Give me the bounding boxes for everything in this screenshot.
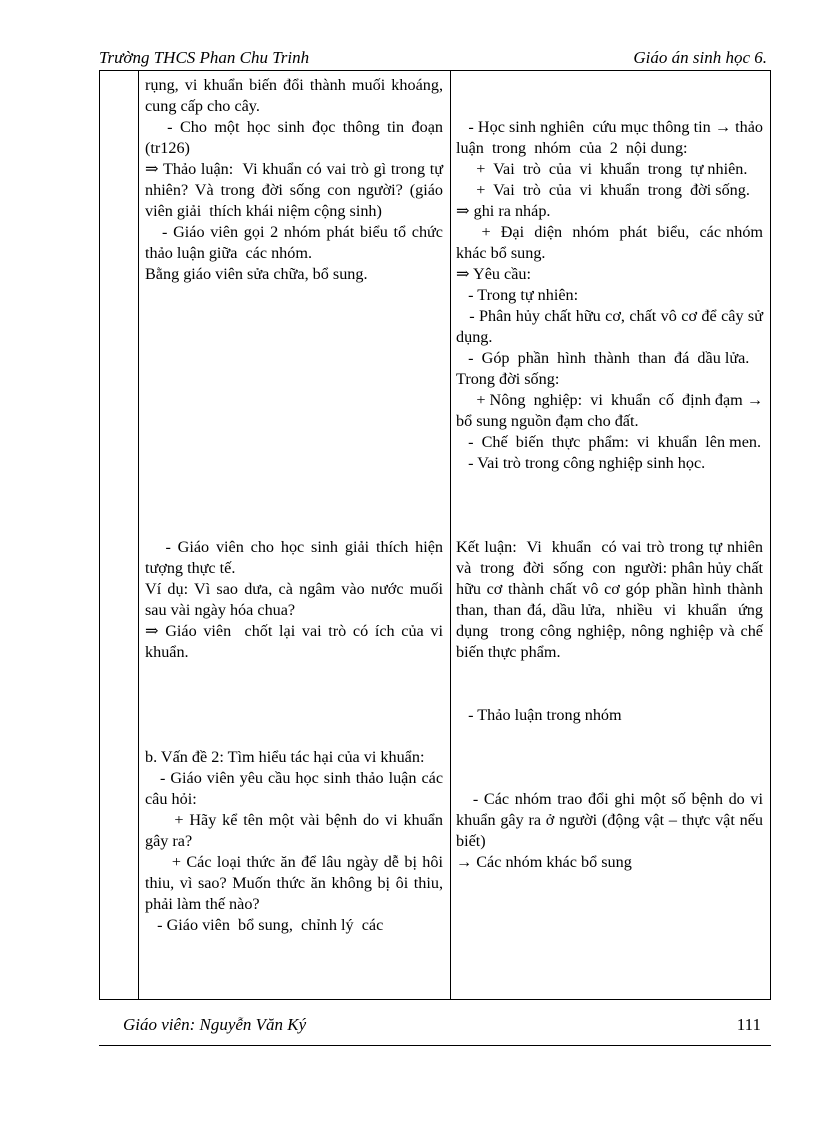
student-paragraph: + Vai trò của vi khuẩn trong đời sống. <box>456 181 750 199</box>
page-footer <box>99 1015 771 1046</box>
teacher-paragraph: + Các loại thức ăn để lâu ngày dễ bị hôi thiu, vì sao? Muốn thức ăn không bị ôi thiu, phải làm thế nào? <box>145 853 448 913</box>
student-paragraph: - Chế biến thực phẩm: vi khuẩn lên men. <box>456 433 762 451</box>
teacher-paragraph: ⇒ Giáo viên chốt lại vai trò có ích của vi khuẩn. <box>145 622 448 661</box>
teacher-paragraph: ⇒ Thảo luận: Vi khuẩn có vai trò gì trong tự nhiên? Và trong đời sống con người? (giáo viên giải thích khái niệm cộng sinh) <box>145 160 448 220</box>
school-name: Trường THCS Phan Chu Trinh <box>99 48 310 67</box>
student-paragraph: ⇒ ghi ra nháp. <box>456 202 551 220</box>
student-paragraph: + Đại diện nhóm phát biểu, các nhóm khác bổ sung. <box>456 223 768 262</box>
teacher-paragraph: - Giáo viên yêu cầu học sinh thảo luận các câu hỏi: <box>145 769 448 808</box>
student-activity-column <box>456 75 772 873</box>
student-paragraph: → Các nhóm khác bổ sung <box>456 853 632 871</box>
teacher-name: Giáo viên: Nguyễn Văn Ký <box>123 1015 307 1034</box>
teacher-activity-column <box>145 75 448 936</box>
teacher-paragraph: + Hãy kể tên một vài bệnh do vi khuẩn gây ra? <box>145 811 448 850</box>
table-border-bottom <box>99 999 771 1000</box>
table-divider-middle <box>450 71 451 1000</box>
lesson-table <box>99 71 771 1000</box>
teacher-paragraph: rụng, vi khuẩn biến đổi thành muối khoáng, cung cấp cho cây. <box>145 76 448 115</box>
table-divider-narrow <box>138 71 139 1000</box>
page-header <box>99 48 771 71</box>
student-paragraph: - Học sinh nghiên cứu mục thông tin → thảo luận trong nhóm của 2 nội dung: <box>456 118 772 157</box>
student-paragraph: - Góp phần hình thành than đá dầu lửa. <box>456 349 750 367</box>
teacher-paragraph: - Giáo viên bổ sung, chỉnh lý các <box>145 916 384 934</box>
student-paragraph: ⇒ Yêu cầu: <box>456 265 531 283</box>
table-border-left <box>99 71 100 1000</box>
student-paragraph: - Các nhóm trao đổi ghi một số bệnh do vi khuẩn gây ra ở người (động vật – thực vật nếu biết) <box>456 790 768 850</box>
student-paragraph: - Trong tự nhiên: <box>456 286 579 304</box>
student-paragraph: + Nông nghiệp: vi khuẩn cố định đạm → bổ sung nguồn đạm cho đất. <box>456 391 768 430</box>
conclusion-paragraph: Kết luận: Vi khuẩn có vai trò trong tự nhiên và trong đời sống con người: phân hủy chất hữu cơ thành chất vô cơ góp phần hình thành than, than đá, dầu lửa, nhiều vi khuẩn ứng dụng trong công nghiệp, nông nghiệp và chế biến thực phẩm. <box>456 538 772 661</box>
student-paragraph: - Phân hủy chất hữu cơ, chất vô cơ để cây sử dụng. <box>456 307 768 346</box>
student-paragraph: - Vai trò trong công nghiệp sinh học. <box>456 454 706 472</box>
student-paragraph: Trong đời sống: <box>456 370 560 388</box>
teacher-paragraph: - Giáo viên gọi 2 nhóm phát biểu tổ chức thảo luận giữa các nhóm. <box>145 223 448 262</box>
table-border-right <box>770 71 771 1000</box>
teacher-paragraph: b. Vấn đề 2: Tìm hiểu tác hại của vi khuẩn: <box>145 748 425 766</box>
subject-title: Giáo án sinh học 6. <box>633 48 767 67</box>
page-number: 111 <box>736 1015 761 1034</box>
student-paragraph: - Thảo luận trong nhóm <box>456 706 622 724</box>
teacher-paragraph: - Cho một học sinh đọc thông tin đoạn (tr126) <box>145 118 448 157</box>
teacher-paragraph: - Giáo viên cho học sinh giải thích hiện tượng thực tế. <box>145 538 448 577</box>
teacher-paragraph: Ví dụ: Vì sao dưa, cà ngâm vào nước muối sau vài ngày hóa chua? <box>145 580 448 619</box>
teacher-paragraph: Bằng giáo viên sửa chữa, bổ sung. <box>145 265 368 283</box>
student-paragraph: + Vai trò của vi khuẩn trong tự nhiên. <box>456 160 748 178</box>
